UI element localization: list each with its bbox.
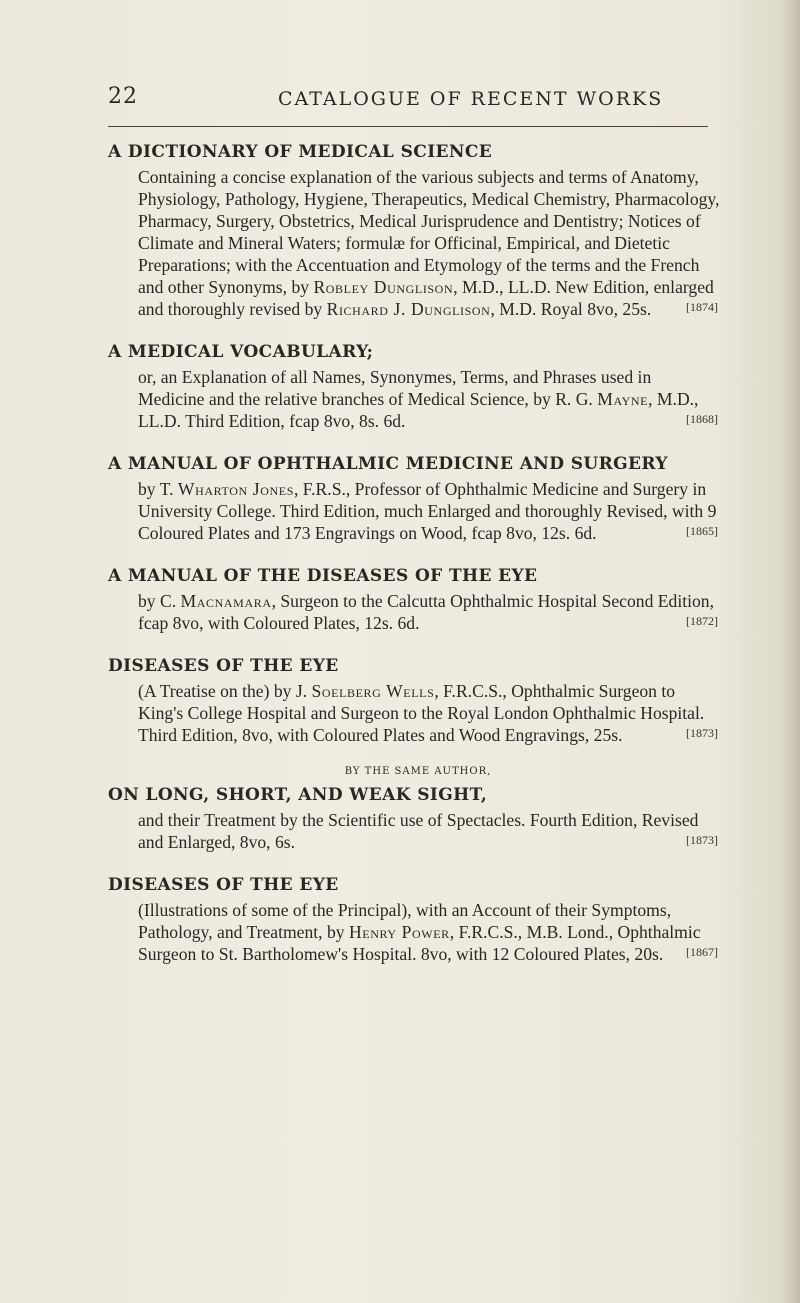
- entry-text: , M.D., LL.D. New Edition, enlarged and thoroughly revised by: [138, 277, 714, 319]
- entry-author: Macnamara: [180, 591, 272, 611]
- header-rule: [108, 126, 708, 127]
- entry-author: Henry Power: [348, 922, 450, 942]
- entry-author: Robley Dunglison: [313, 277, 454, 297]
- entry-title: A MEDICAL VOCABULARY;: [108, 342, 374, 362]
- entry-text: , M.D., LL.D. Third Edition, fcap 8vo, 8s. 6d.: [138, 389, 699, 431]
- entry-title: A DICTIONARY OF MEDICAL SCIENCE: [108, 142, 493, 162]
- catalogue-entry: [108, 564, 728, 634]
- entry-text: (A Treatise on the) by J.: [138, 681, 312, 701]
- entry-year-code: [1873]: [686, 833, 718, 847]
- entry-description: [138, 590, 722, 634]
- entry-title: DISEASES OF THE EYE: [108, 656, 339, 676]
- running-head: CATALOGUE OF RECENT WORKS: [278, 88, 664, 110]
- entry-text: or, an Explanation of all Names, Synonymes, Terms, and Phrases used in Medicine and the relative branches of Medical Science, by R. G.: [138, 367, 652, 409]
- entry-year-code: [1865]: [686, 524, 718, 538]
- entry-year-code: [1867]: [686, 945, 718, 959]
- entry-description: [138, 899, 722, 965]
- entry-title: A MANUAL OF THE DISEASES OF THE EYE: [108, 566, 538, 586]
- entry-year-code: [1874]: [686, 300, 718, 314]
- page-edge-shadow: [782, 0, 800, 1303]
- entry-text: (Illustrations of some of the Principal), with an Account of their Symptoms, Pathology, and Treatment, by: [138, 900, 672, 942]
- page-number: 22: [108, 84, 138, 109]
- same-author-label: BY THE SAME AUTHOR,: [344, 766, 492, 777]
- entry-description: [138, 166, 722, 320]
- entry-text: by C.: [138, 591, 181, 611]
- entry-year-code: [1873]: [686, 726, 718, 740]
- entry-title: DISEASES OF THE EYE: [108, 875, 339, 895]
- entry-text: by T.: [138, 479, 178, 499]
- entry-author: Wharton Jones: [177, 479, 294, 499]
- entry-description: [138, 809, 722, 853]
- entry-year-code: [1872]: [686, 614, 718, 628]
- page-header: [108, 84, 708, 124]
- entry-description: [138, 366, 722, 432]
- entry-author: Mayne: [597, 389, 649, 409]
- catalogue-entry: [108, 766, 728, 853]
- entry-text: Containing a concise explanation of the various subjects and terms of Anatomy, Physiology, Pathology, Hygiene, Therapeutics, Medical Chemistry, Pharmacology, Pharmacy, Surgery, Obstetrics, Medical Jurisprudence and Dentistry; Notices of Climate and Mineral Waters; formulæ for Officinal, Empirical, and Dietetic Preparations; with the Accentuation and Etymology of the terms and the French and other Synonyms, by: [138, 167, 720, 297]
- entry-text: , F.R.C.S., M.B. Lond., Ophthalmic Surgeon to St. Bartholomew's Hospital. 8vo, with 12 Coloured Plates, 20s.: [138, 922, 701, 964]
- entry-text: and their Treatment by the Scientific use of Spectacles. Fourth Edition, Revised and Enlarged, 8vo, 6s.: [138, 810, 699, 852]
- entry-title: A MANUAL OF OPHTHALMIC MEDICINE AND SURGERY: [108, 454, 668, 474]
- entry-title: ON LONG, SHORT, AND WEAK SIGHT,: [108, 785, 488, 805]
- catalogue-entry: [108, 452, 728, 544]
- entry-text: , F.R.C.S., Ophthalmic Surgeon to King's College Hospital and Surgeon to the Royal London Ophthalmic Hospital. Third Edition, 8vo, with Coloured Plates and Wood Engravings, 25s.: [138, 681, 705, 745]
- catalogue-entry: [108, 873, 728, 965]
- catalogue-entry: [108, 654, 728, 746]
- entry-description: [138, 478, 722, 544]
- catalogue-entry: [108, 340, 728, 432]
- entry-author: Soelberg Wells: [311, 681, 435, 701]
- entry-text: , M.D. Royal 8vo, 25s.: [490, 299, 652, 319]
- entry-description: [138, 680, 722, 746]
- entry-text: , F.R.S., Professor of Ophthalmic Medicine and Surgery in University College. Third Edition, much Enlarged and thoroughly Revised, with 9 Coloured Plates and 173 Engravings on Wood, fcap 8vo, 12s. 6d.: [138, 479, 717, 543]
- entry-author: Richard J. Dunglison: [326, 299, 491, 319]
- entry-text: , Surgeon to the Calcutta Ophthalmic Hospital Second Edition, fcap 8vo, with Coloured Plates, 12s. 6d.: [138, 591, 714, 633]
- catalogue-entry: [108, 140, 728, 320]
- catalogue-entries: [108, 140, 728, 985]
- entry-year-code: [1868]: [686, 412, 718, 426]
